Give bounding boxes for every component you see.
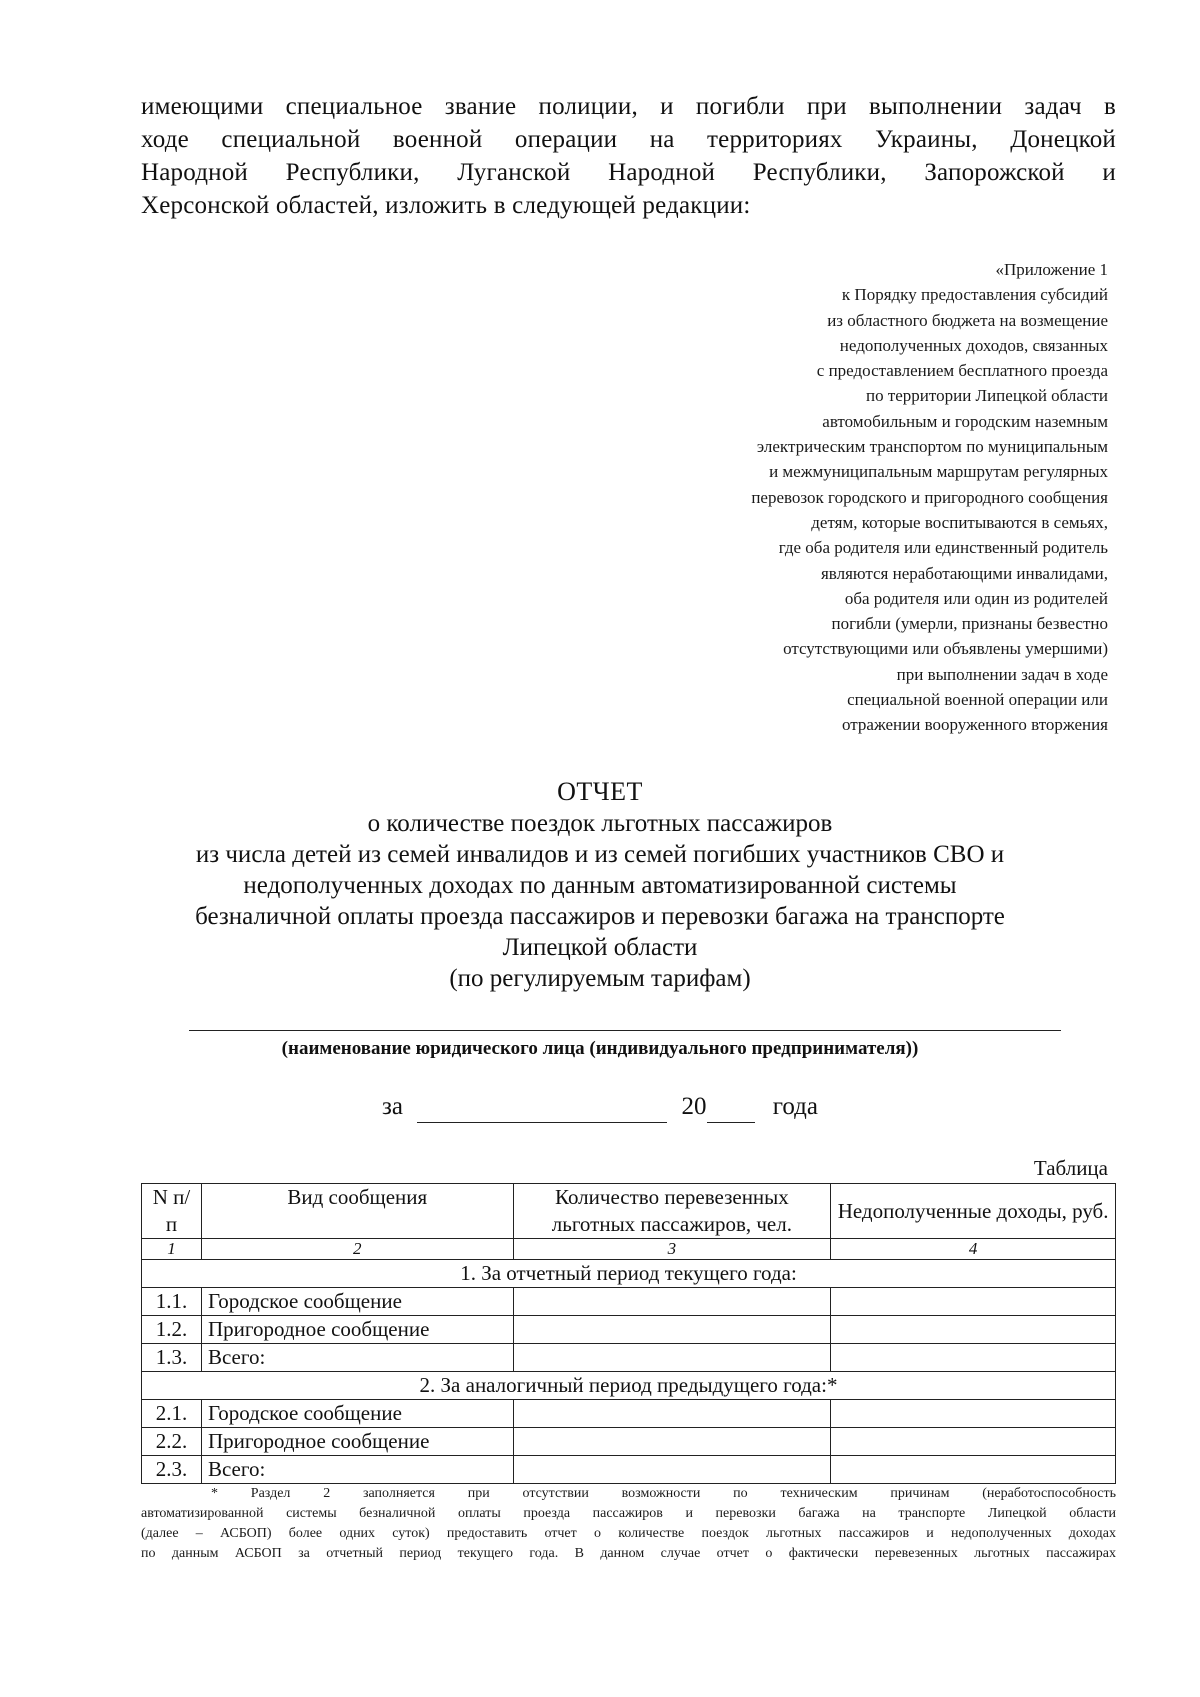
header-income: Недополученные доходы, руб. (831, 1184, 1116, 1239)
report-table (141, 1183, 1116, 1484)
row-kind: Городское сообщение (201, 1288, 513, 1316)
row-number: 1.2. (142, 1316, 202, 1344)
year-blank (707, 1092, 755, 1123)
table-row (142, 1316, 1116, 1344)
row-income-cell (831, 1428, 1116, 1456)
row-income-cell (831, 1400, 1116, 1428)
period-blank (417, 1092, 667, 1123)
column-number: 4 (831, 1239, 1116, 1260)
table-row (142, 1288, 1116, 1316)
row-passengers-cell (513, 1316, 831, 1344)
row-kind: Пригородное сообщение (201, 1428, 513, 1456)
row-passengers-cell (513, 1400, 831, 1428)
footnote-line: по данным АСБОП за отчетный период текущего года. В данном случае отчет о фактически перевезенных льготных пассажирах (141, 1546, 1116, 1561)
appendix-line: «Приложение 1 (995, 260, 1108, 279)
row-income-cell (831, 1288, 1116, 1316)
period-prefix: за (382, 1093, 403, 1120)
report-period (0, 1092, 1200, 1123)
report-subtitle-line: Липецкой области (502, 934, 698, 961)
period-suffix: года (772, 1093, 818, 1120)
intro-line: Народной Республики, Луганской Народной Республики, Запорожской и (141, 159, 1116, 186)
header-kind: Вид сообщения (201, 1184, 513, 1239)
column-number-row (142, 1239, 1116, 1260)
appendix-line: по территории Липецкой области (865, 386, 1108, 406)
row-income-cell (831, 1344, 1116, 1372)
appendix-line: из областного бюджета на возмещение (827, 310, 1108, 330)
appendix-line: погибли (умерли, признаны безвестно (831, 614, 1108, 634)
appendix-heading (588, 257, 1108, 738)
section-row (142, 1372, 1116, 1400)
appendix-line: электрическим транспортом по муниципальным (756, 437, 1108, 457)
row-passengers-cell (513, 1428, 831, 1456)
intro-line: имеющими специальное звание полиции, и погибли при выполнении задач в (141, 93, 1116, 120)
appendix-line: перевозок городского и пригородного сообщения (751, 487, 1108, 507)
table-header-row (142, 1184, 1116, 1239)
footnote-line: * Раздел 2 заполняется при отсутствии возможности по техническим причинам (неработоспособность (211, 1486, 1116, 1501)
footnote-line: (далее – АСБОП) более одних суток) предоставить отчет о количестве поездок льготных пассажиров и недополученных доходах (141, 1526, 1116, 1541)
row-passengers-cell (513, 1288, 831, 1316)
row-number: 1.1. (142, 1288, 202, 1316)
report-subtitle-line: из числа детей из семей инвалидов и из семей погибших участников СВО и (195, 841, 1005, 868)
row-number: 2.1. (142, 1400, 202, 1428)
header-number: N п/п (142, 1184, 202, 1239)
appendix-line: недополученных доходов, связанных (839, 335, 1108, 355)
appendix-line: являются неработающими инвалидами, (820, 563, 1108, 583)
report-title-block (0, 776, 1200, 994)
appendix-line: оба родителя или один из родителей (844, 588, 1108, 608)
footnote (141, 1484, 1116, 1564)
row-kind: Пригородное сообщение (201, 1316, 513, 1344)
row-passengers-cell (513, 1456, 831, 1484)
table-row (142, 1344, 1116, 1372)
row-number: 2.2. (142, 1428, 202, 1456)
column-number: 1 (142, 1239, 202, 1260)
appendix-line: автомобильным и городским наземным (822, 411, 1108, 431)
report-subtitle-line: безналичной оплаты проезда пассажиров и перевозки багажа на транспорте (195, 903, 1005, 930)
row-number: 2.3. (142, 1456, 202, 1484)
row-income-cell (831, 1456, 1116, 1484)
section-title: 1. За отчетный период текущего года: (142, 1260, 1116, 1288)
appendix-line: отсутствующими или объявлены умершими) (783, 639, 1108, 659)
organization-name-line (189, 1030, 1061, 1031)
appendix-line: где оба родителя или единственный родитель (778, 538, 1108, 558)
row-passengers-cell (513, 1344, 831, 1372)
appendix-line: и межмуниципальным маршрутам регулярных (769, 462, 1108, 482)
row-income-cell (831, 1316, 1116, 1344)
column-number: 2 (201, 1239, 513, 1260)
report-subtitle-line: о количестве поездок льготных пассажиров (367, 810, 833, 837)
row-number: 1.3. (142, 1344, 202, 1372)
intro-paragraph (141, 90, 1116, 222)
appendix-line: специальной военной операции или (847, 690, 1108, 710)
row-kind: Городское сообщение (201, 1400, 513, 1428)
appendix-line: отражении вооруженного вторжения (842, 715, 1108, 735)
intro-line: ходе специальной военной операции на территориях Украины, Донецкой (141, 126, 1116, 153)
report-subtitle-line: недополученных доходах по данным автоматизированной системы (243, 872, 957, 899)
section-row (142, 1260, 1116, 1288)
header-passengers: Количество перевезенных льготных пассажиров, чел. (513, 1184, 831, 1239)
appendix-line: при выполнении задач в ходе (896, 664, 1108, 684)
appendix-line: к Порядку предоставления субсидий (841, 285, 1108, 305)
table-row (142, 1428, 1116, 1456)
period-year: 20 (681, 1093, 707, 1120)
row-kind: Всего: (201, 1456, 513, 1484)
report-title: ОТЧЕТ (557, 777, 643, 806)
report-subtitle-line: (по регулируемым тарифам) (449, 965, 751, 992)
section-title: 2. За аналогичный период предыдущего года:* (142, 1372, 1116, 1400)
footnote-line: автоматизированной системы безналичной оплаты проезда пассажиров и перевозки багажа на транспорте Липецкой области (141, 1506, 1116, 1521)
intro-line: Херсонской областей, изложить в следующей редакции: (141, 192, 751, 219)
table-label: Таблица (1033, 1156, 1108, 1180)
appendix-line: с предоставлением бесплатного проезда (816, 361, 1108, 381)
table-row (142, 1456, 1116, 1484)
row-kind: Всего: (201, 1344, 513, 1372)
table-row (142, 1400, 1116, 1428)
column-number: 3 (513, 1239, 831, 1260)
organization-name-caption: (наименование юридического лица (индивидуального предпринимателя)) (281, 1038, 919, 1059)
appendix-line: детям, которые воспитываются в семьях, (811, 512, 1108, 532)
